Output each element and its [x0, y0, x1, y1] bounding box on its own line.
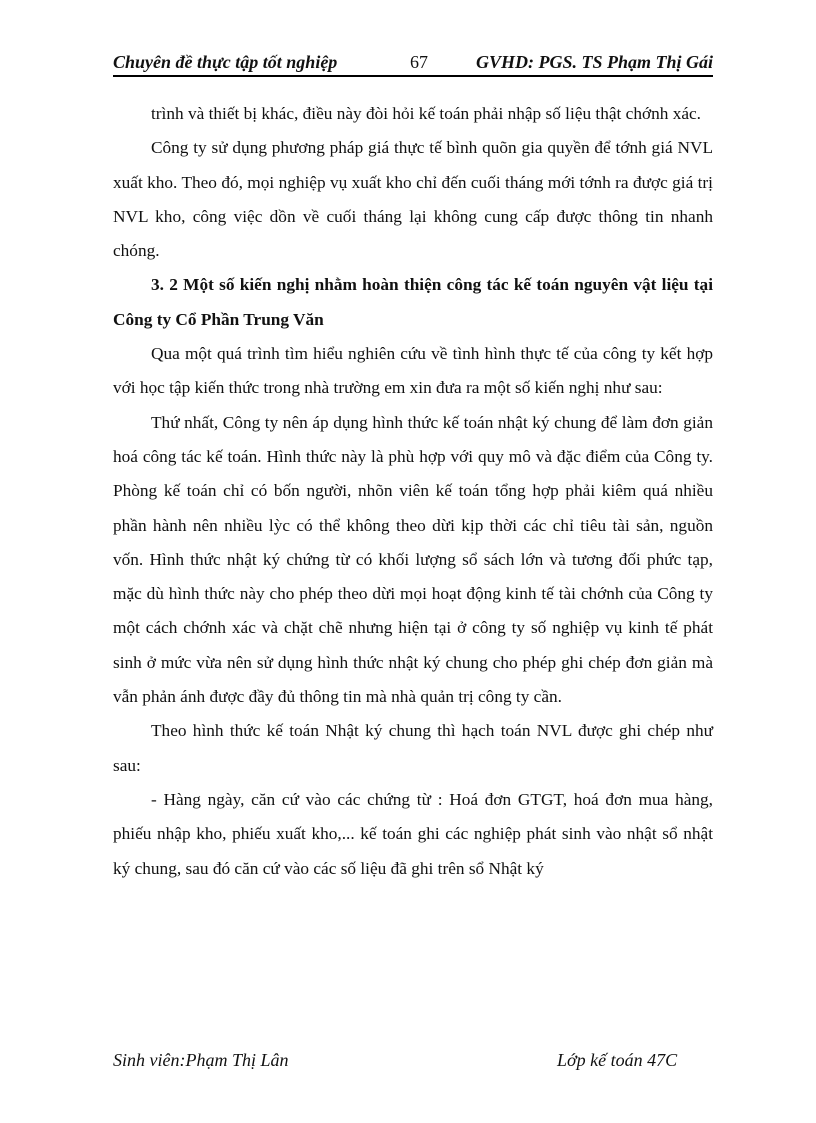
header-advisor: GVHD: PGS. TS Phạm Thị Gái	[475, 52, 713, 72]
section-heading: 3. 2 Một số kiến nghị nhằm hoàn thiện công tác kế toán nguyên vật liệu tại Công ty Cổ Phần Trung Văn	[113, 275, 713, 329]
header-divider	[113, 75, 713, 77]
paragraph: - Hàng ngày, căn cứ vào các chứng từ : Hoá đơn GTGT, hoá đơn mua hàng, phiếu nhập kho, phiếu xuất kho,... kế toán ghi các nghiệp phát sinh vào nhật sổ nhật ký chung, sau đó căn cứ vào các số liệu đã ghi trên sổ Nhật ký	[113, 789, 713, 878]
footer-class-name: Lớp kế toán 47C	[557, 1050, 678, 1070]
footer-student-name: Sinh viên:Phạm Thị Lân	[113, 1050, 289, 1070]
page-body	[113, 97, 713, 886]
page-header	[113, 50, 713, 74]
paragraph: trình và thiết bị khác, điều này đòi hỏi kế toán phải nhập số liệu thật chớnh xác.	[151, 104, 701, 123]
header-report-title: Chuyên đề thực tập tốt nghiệp	[113, 52, 338, 72]
paragraph: Theo hình thức kế toán Nhật ký chung thì hạch toán NVL được ghi chép như sau:	[113, 721, 713, 775]
header-page-number: 67	[410, 52, 428, 72]
paragraph: Qua một quá trình tìm hiểu nghiên cứu về tình hình thực tế của công ty kết hợp với học tập kiến thức trong nhà trường em xin đưa ra một số kiến nghị như sau:	[113, 344, 713, 398]
paragraph: Thứ nhất, Công ty nên áp dụng hình thức kế toán nhật ký chung để làm đơn giản hoá công tác kế toán. Hình thức này là phù hợp với quy mô và đặc điểm của Công ty. Phòng kế toán chỉ có bốn người, nhõn viên kế toán tổng hợp phải kiêm quá nhiều phần hành nên nhiều lỳc có thể không theo dừi kịp thời các chỉ tiêu tài sản, nguồn vốn. Hình thức nhật ký chứng từ có khối lượng sổ sách lớn và tương đối phức tạp, mặc dù hình thức này cho phép theo dừi mọi hoạt động kinh tế tài chớnh của Công ty một cách chớnh xác và chặt chẽ nhưng hiện tại ở công ty số nghiệp vụ kinh tế phát sinh ở mức vừa nên sử dụng hình thức nhật ký chung cho phép ghi chép đơn giản mà vẫn phản ánh được đầy đủ thông tin mà nhà quản trị công ty cần.	[113, 412, 713, 707]
paragraph: Công ty sử dụng phương pháp giá thực tế bình quõn gia quyền để tớnh giá NVL xuất kho. Theo đó, mọi nghiệp vụ xuất kho chỉ đến cuối tháng mới tớnh ra được giá trị NVL kho, công việc dồn về cuối tháng lại không cung cấp được thông tin nhanh chóng.	[113, 138, 713, 261]
